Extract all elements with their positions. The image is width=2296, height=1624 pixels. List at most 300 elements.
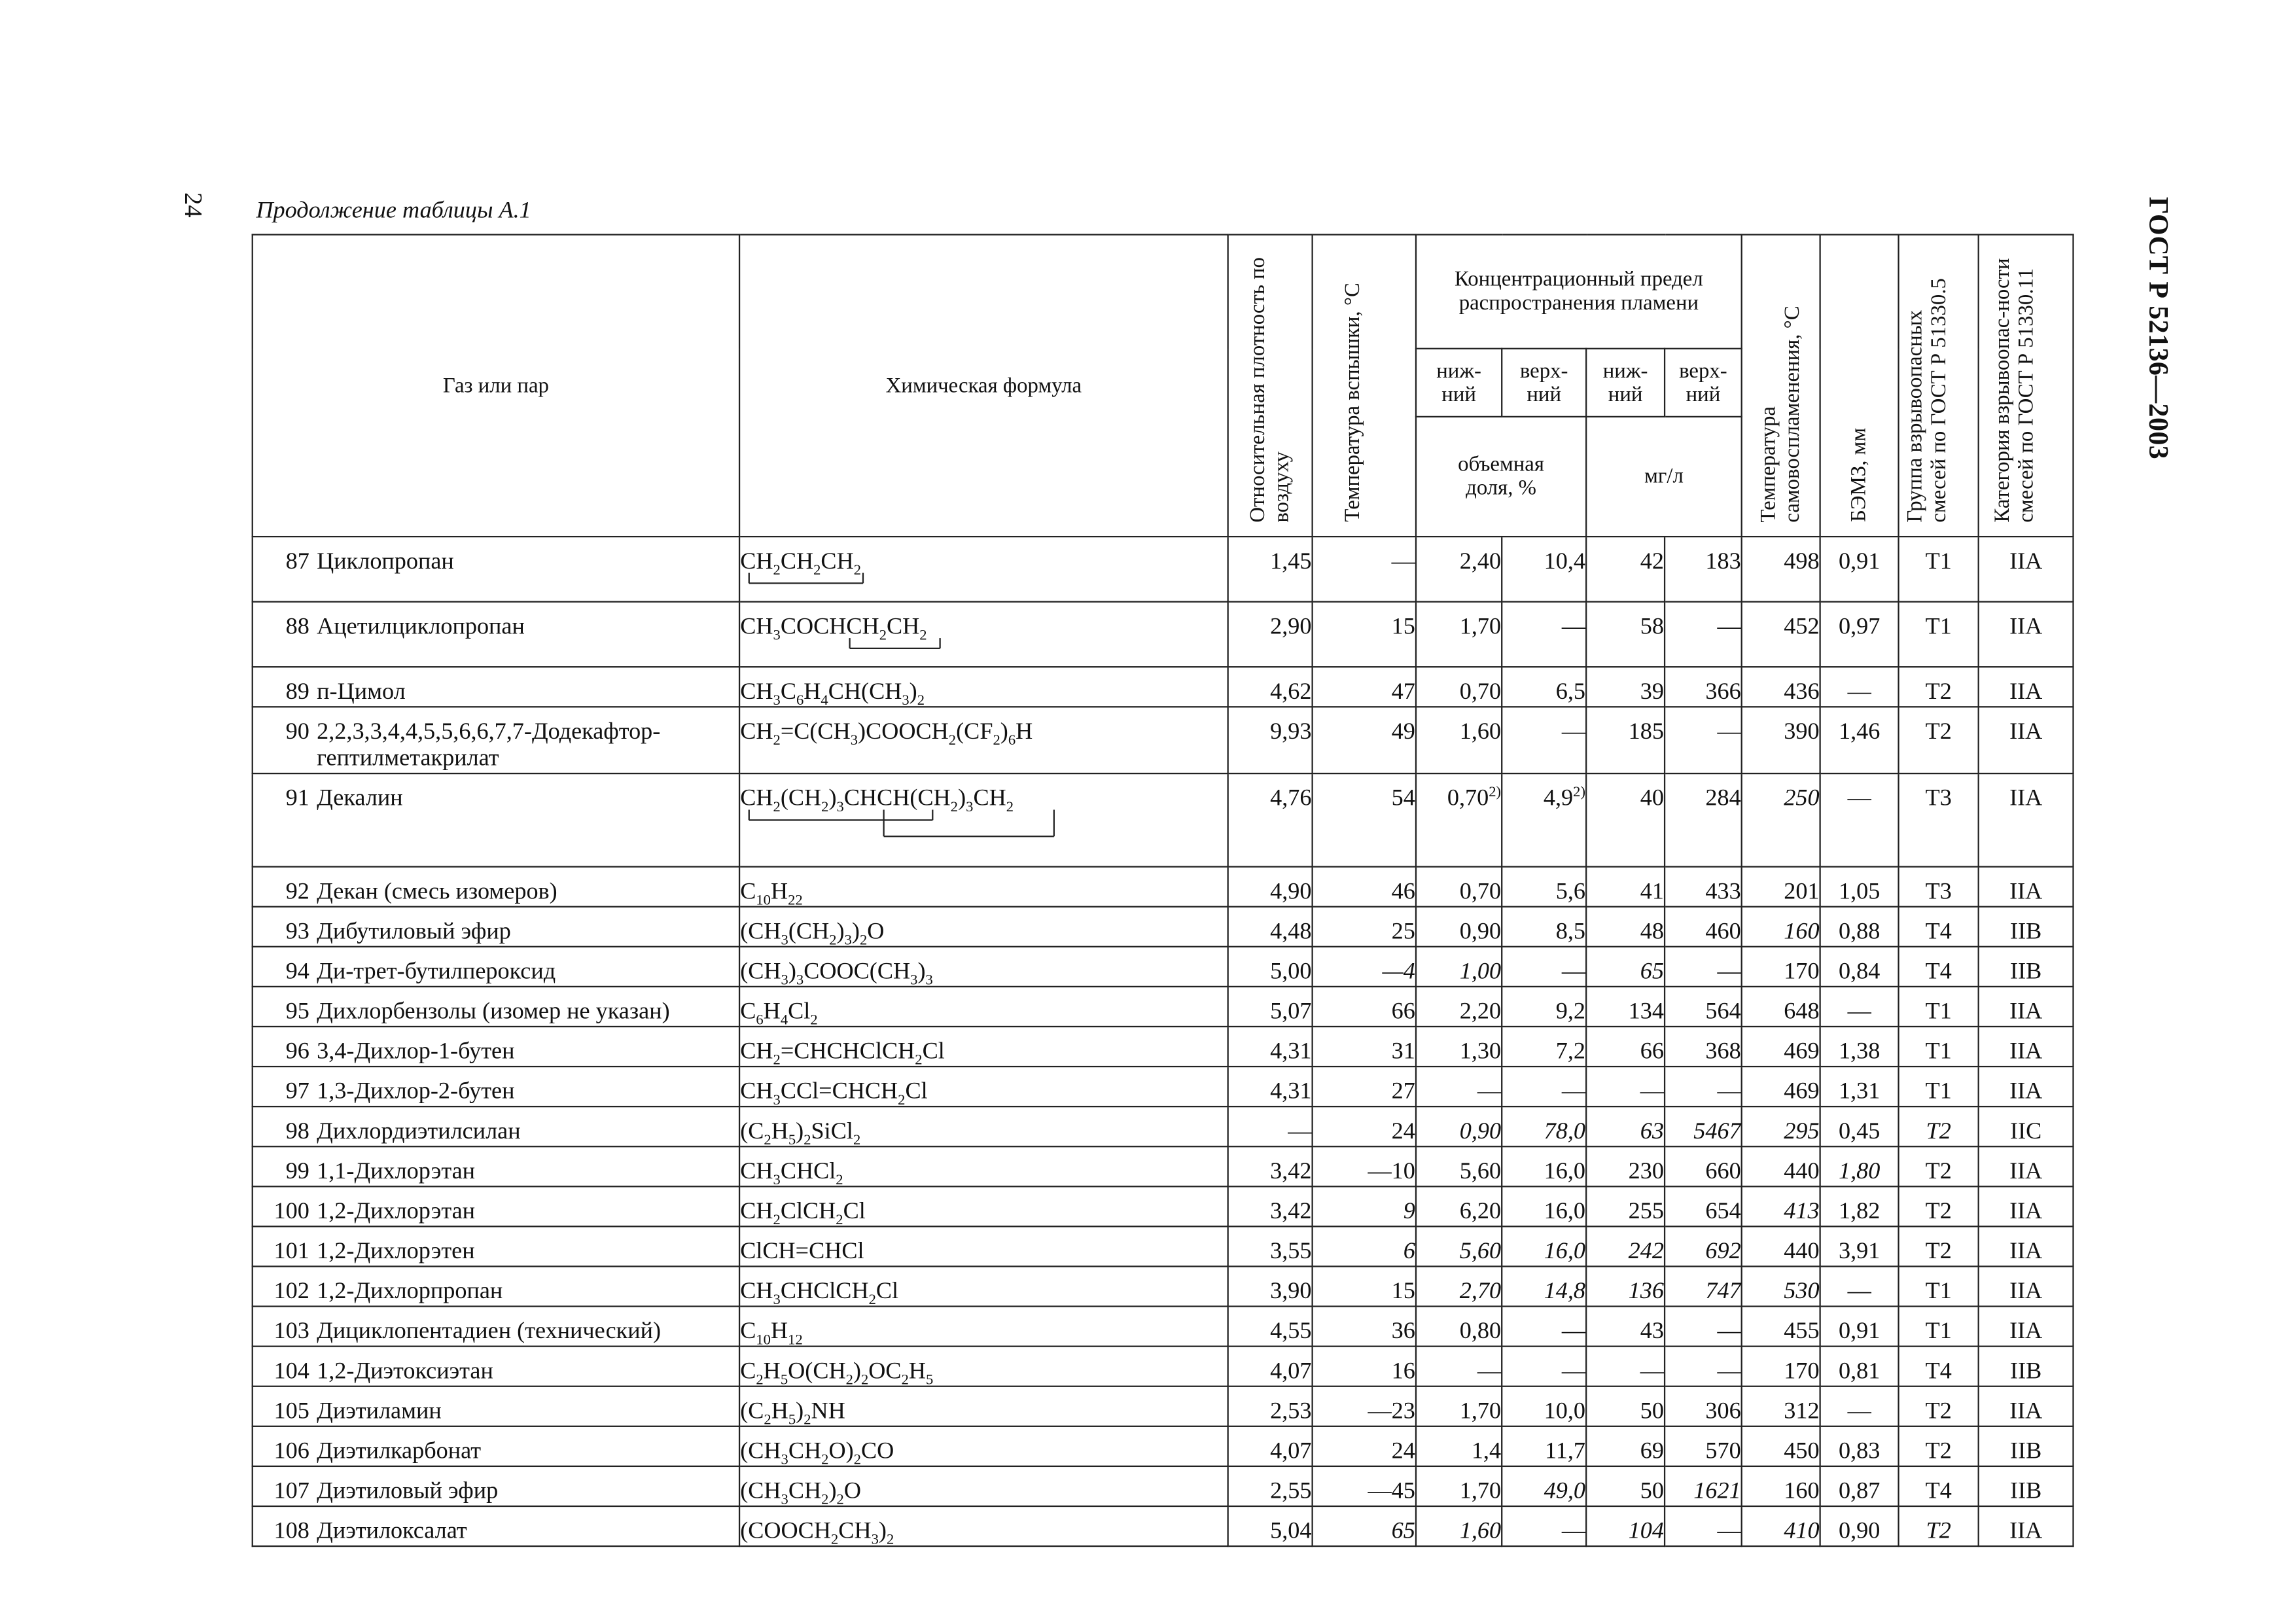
cell-formula <box>739 1307 1228 1347</box>
cell-mu: 747 <box>1665 1266 1742 1306</box>
cell-ml: 50 <box>1586 1386 1665 1426</box>
cell-vu: 16,0 <box>1502 1146 1586 1186</box>
row-number: 98 <box>285 1119 309 1144</box>
cell-vl: 0,90 <box>1416 907 1502 947</box>
row-number: 103 <box>274 1318 309 1345</box>
cell-formula <box>739 1106 1228 1149</box>
table-row <box>253 773 2163 867</box>
cell-autoign: 170 <box>1742 1347 1820 1386</box>
cell-vl: — <box>1416 1347 1502 1386</box>
cell-autoign: 648 <box>1742 987 1820 1027</box>
cell-vl: 1,30 <box>1416 1027 1502 1067</box>
gas-name: 1,2-Дихлорэтан <box>317 1199 476 1225</box>
cell-bemz: 0,45 <box>1820 1106 1899 1146</box>
cell-gas <box>253 1226 739 1266</box>
cell-formula <box>739 1186 1228 1229</box>
cell-flash: 9 <box>1313 1186 1416 1226</box>
header-bemz-label: БЭМЗ, мм <box>1847 427 1871 522</box>
cell-cat: IIA <box>1979 773 2074 867</box>
cell-cat: IIA <box>1979 537 2074 602</box>
cell-autoign: 390 <box>1742 707 1820 773</box>
cell-autoign: 452 <box>1742 602 1820 667</box>
cell-formula <box>739 1426 1228 1469</box>
cell-ml: — <box>1586 1347 1665 1386</box>
cell-mu: 284 <box>1665 773 1742 867</box>
header-lower-vol: ниж-ний <box>1416 349 1502 417</box>
cell-flash: 27 <box>1313 1067 1416 1106</box>
cell-autoign: 498 <box>1742 537 1820 602</box>
row-number: 95 <box>285 999 309 1025</box>
table-row <box>253 1506 2163 1546</box>
cell-formula <box>739 1506 1228 1549</box>
cell-density: 4,31 <box>1228 1027 1313 1067</box>
row-number: 108 <box>274 1519 309 1544</box>
cell-mu: 306 <box>1665 1386 1742 1426</box>
cell-formula <box>739 947 1228 987</box>
cell-density: 4,07 <box>1228 1347 1313 1386</box>
cell-density: 5,04 <box>1228 1506 1313 1546</box>
cell-bemz: 0,91 <box>1820 1307 1899 1347</box>
table-row <box>253 867 2163 907</box>
gas-name: п-Цимол <box>317 679 406 705</box>
cell-formula <box>739 987 1228 1027</box>
chemical-formula: $CH_3C_6H_4CH(CH_3)_2$ <box>740 679 925 709</box>
cell-group: T2 <box>1899 667 1979 707</box>
chemical-formula: $CH_2=CHCHClCH_2Cl$ <box>740 1039 945 1069</box>
chemical-formula: $CH_2(CH_2)_3CHCH(CH_2)_3CH_2$ <box>740 786 1014 816</box>
standard-designation: ГОСТ Р 52136—2003 <box>2142 196 2172 460</box>
gas-name: Декан (смесь изомеров) <box>317 879 557 905</box>
cell-gas <box>253 867 739 907</box>
cell-vl: — <box>1416 1067 1502 1106</box>
cell-vl: 5,60 <box>1416 1226 1502 1266</box>
cell-formula <box>739 602 1228 667</box>
table-row <box>253 947 2163 987</box>
gas-name: Диэтилоксалат <box>317 1519 467 1544</box>
chemical-formula: $(C_2H_5)_2SiCl_2$ <box>740 1119 861 1149</box>
cell-cat: IIA <box>1979 1506 2074 1546</box>
cell-density: 4,31 <box>1228 1067 1313 1106</box>
cell-formula <box>739 1266 1228 1309</box>
cell-group: T3 <box>1899 867 1979 907</box>
gas-name: Дициклопентадиен (технический) <box>317 1318 662 1345</box>
header-flash <box>1313 235 1416 537</box>
table-row <box>253 1067 2163 1106</box>
gas-name: Диэтиловый эфир <box>317 1479 499 1504</box>
cell-vl: 0,80 <box>1416 1307 1502 1347</box>
table-row <box>253 1226 2163 1266</box>
chemical-formula: $(C_2H_5)_2NH$ <box>740 1398 845 1429</box>
chemical-formula: $CH_3COCHCH_2CH_2$ <box>740 614 927 644</box>
cell-mu: — <box>1665 1067 1742 1106</box>
row-number: 88 <box>285 614 309 640</box>
table-row <box>253 1347 2163 1386</box>
chemical-formula: $CH_3CHCl_2$ <box>740 1159 843 1189</box>
chemical-formula: $(CH_3)_3COOC(CH_3)_3$ <box>740 959 933 989</box>
chemical-formula: $C_{10}H_{22}$ <box>740 879 803 909</box>
cell-cat: IIA <box>1979 1226 2074 1266</box>
cell-formula <box>739 1386 1228 1429</box>
gas-name: 1,3-Дихлор-2-бутен <box>317 1079 515 1104</box>
row-number: 91 <box>285 786 309 811</box>
cell-gas <box>253 907 739 947</box>
cell-vu: — <box>1502 602 1586 667</box>
cell-vu: — <box>1502 707 1586 773</box>
cell-gas <box>253 1106 739 1146</box>
cell-flash: —4 <box>1313 947 1416 987</box>
gas-name: Ацетилциклопропан <box>317 614 525 640</box>
gas-name: Ди-трет-бутилпероксид <box>317 959 556 985</box>
cell-vu: 78,0 <box>1502 1106 1586 1146</box>
cell-density: 2,90 <box>1228 602 1313 667</box>
cell-group: T2 <box>1899 1146 1979 1186</box>
cell-vu: 6,5 <box>1502 667 1586 707</box>
cell-density: 2,53 <box>1228 1386 1313 1426</box>
cell-group: T4 <box>1899 947 1979 987</box>
cell-mu: 460 <box>1665 907 1742 947</box>
cell-density: 2,55 <box>1228 1466 1313 1506</box>
cell-ml: 39 <box>1586 667 1665 707</box>
header-density <box>1228 235 1313 537</box>
cell-autoign: 312 <box>1742 1386 1820 1426</box>
cell-density: — <box>1228 1106 1313 1146</box>
cell-mu: 692 <box>1665 1226 1742 1266</box>
cell-mu: — <box>1665 1347 1742 1386</box>
cell-gas <box>253 667 739 707</box>
row-number: 107 <box>274 1479 309 1504</box>
header-mgl: мг/л <box>1586 417 1742 537</box>
cell-flash: 65 <box>1313 1506 1416 1546</box>
gas-name: Диэтилкарбонат <box>317 1439 482 1464</box>
cell-mu: — <box>1665 1506 1742 1546</box>
cell-density: 3,42 <box>1228 1146 1313 1186</box>
cell-flash: — <box>1313 537 1416 602</box>
chemical-formula: $C_6H_4Cl_2$ <box>740 999 818 1029</box>
header-group <box>1899 235 1979 537</box>
chemical-formula: $CH_2CH_2CH_2$ <box>740 549 862 579</box>
table-row <box>253 1266 2163 1306</box>
cell-autoign: 170 <box>1742 947 1820 987</box>
gas-name: Дихлорбензолы (изомер не указан) <box>317 999 670 1025</box>
cell-bemz: 0,83 <box>1820 1426 1899 1466</box>
cell-bemz: 1,38 <box>1820 1027 1899 1067</box>
header-limits: Концентрационный предел распространения пламени <box>1416 235 1742 349</box>
row-number: 97 <box>285 1079 309 1104</box>
cell-vl: 1,60 <box>1416 1506 1502 1546</box>
cell-vl: 2,70 <box>1416 1266 1502 1306</box>
cell-vl: 1,00 <box>1416 947 1502 987</box>
cell-gas <box>253 1307 739 1347</box>
cell-cat: IIB <box>1979 947 2074 987</box>
cell-formula <box>739 1466 1228 1509</box>
cell-flash: —23 <box>1313 1386 1416 1426</box>
cell-mu: — <box>1665 1307 1742 1347</box>
cell-formula <box>739 867 1228 907</box>
cell-ml: 136 <box>1586 1266 1665 1306</box>
cell-autoign: 440 <box>1742 1146 1820 1186</box>
cell-flash: 24 <box>1313 1426 1416 1466</box>
cell-mu: 5467 <box>1665 1106 1742 1146</box>
cell-group: T2 <box>1899 707 1979 773</box>
header-bemz <box>1820 235 1899 537</box>
cell-flash: 54 <box>1313 773 1416 867</box>
page-number: 24 <box>179 192 207 218</box>
cell-flash: 16 <box>1313 1347 1416 1386</box>
cell-autoign: 440 <box>1742 1226 1820 1266</box>
cell-density: 5,00 <box>1228 947 1313 987</box>
gas-name: 1,2-Дихлорэтен <box>317 1239 475 1265</box>
cell-autoign: 530 <box>1742 1266 1820 1306</box>
cell-gas <box>253 1347 739 1386</box>
table-row <box>253 1386 2163 1426</box>
cell-density: 4,90 <box>1228 867 1313 907</box>
chemical-formula: $C_{10}H_{12}$ <box>740 1318 803 1349</box>
header-autoign <box>1742 235 1820 537</box>
table-row <box>253 537 2163 602</box>
cell-density: 3,55 <box>1228 1226 1313 1266</box>
row-number: 93 <box>285 919 309 945</box>
header-upper-mg: верх-ний <box>1665 349 1742 417</box>
cell-gas <box>253 1027 739 1067</box>
cell-group: T1 <box>1899 1307 1979 1347</box>
cell-ml: 42 <box>1586 537 1665 602</box>
cell-ml: 66 <box>1586 1027 1665 1067</box>
chemical-formula: $C_2H_5O(CH_2)_2OC_2H_5$ <box>740 1358 934 1389</box>
header-group-label: Группа взрывоопасных смесей по ГОСТ Р 51330.5 <box>1903 277 1951 522</box>
cell-ml: 242 <box>1586 1226 1665 1266</box>
cell-vu: 9,2 <box>1502 987 1586 1027</box>
cell-group: T4 <box>1899 1347 1979 1386</box>
cell-vu: 8,5 <box>1502 907 1586 947</box>
cell-vl: 1,70 <box>1416 1386 1502 1426</box>
cell-bemz: — <box>1820 987 1899 1027</box>
table-row <box>253 1307 2163 1347</box>
cell-cat: IIA <box>1979 602 2074 667</box>
gas-name: Циклопропан <box>317 549 454 574</box>
cell-ml: 41 <box>1586 867 1665 907</box>
cell-ml: 50 <box>1586 1466 1665 1506</box>
cell-vu: — <box>1502 1506 1586 1546</box>
cell-flash: 49 <box>1313 707 1416 773</box>
cell-bemz: — <box>1820 773 1899 867</box>
table-row <box>253 987 2163 1027</box>
table-caption: Продолжение таблицы А.1 <box>256 198 531 224</box>
cell-cat: IIA <box>1979 1266 2074 1306</box>
header-formula: Химическая формула <box>739 235 1228 537</box>
cell-density: 3,90 <box>1228 1266 1313 1306</box>
header-lower-mg: ниж-ний <box>1586 349 1665 417</box>
cell-autoign: 436 <box>1742 667 1820 707</box>
row-number: 100 <box>274 1199 309 1225</box>
cell-density: 1,45 <box>1228 537 1313 602</box>
cell-autoign: 455 <box>1742 1307 1820 1347</box>
chemical-formula: $(CH_3(CH_2)_3)_2O$ <box>740 919 885 949</box>
cell-density: 4,55 <box>1228 1307 1313 1347</box>
cell-cat: IIC <box>1979 1106 2074 1146</box>
cell-vu: 14,8 <box>1502 1266 1586 1306</box>
cell-group: T3 <box>1899 773 1979 867</box>
cell-ml: 40 <box>1586 773 1665 867</box>
cell-gas <box>253 1186 739 1226</box>
cell-vl: 0,70 <box>1416 867 1502 907</box>
cell-group: T4 <box>1899 1466 1979 1506</box>
cell-bemz: 1,46 <box>1820 707 1899 773</box>
header-density-label: Относительная плотность по воздуху <box>1246 256 1294 522</box>
cell-gas <box>253 537 739 602</box>
cell-ml: 65 <box>1586 947 1665 987</box>
cell-vl: 0,70 <box>1416 667 1502 707</box>
cell-autoign: 469 <box>1742 1027 1820 1067</box>
cell-ml: 63 <box>1586 1106 1665 1146</box>
cell-vu: — <box>1502 1067 1586 1106</box>
cell-bemz: 1,80 <box>1820 1146 1899 1186</box>
header-autoign-label: Температура самовоспламенения, °С <box>1757 305 1805 522</box>
cell-group: T1 <box>1899 1067 1979 1106</box>
cell-vl: 0,90 <box>1416 1106 1502 1146</box>
chemical-formula: $CH_3CCl=CHCH_2Cl$ <box>740 1079 928 1109</box>
cell-gas <box>253 987 739 1027</box>
cell-cat: IIA <box>1979 1186 2074 1226</box>
cell-density: 4,62 <box>1228 667 1313 707</box>
cell-formula <box>739 1146 1228 1189</box>
chemical-formula: $(COOCH_2CH_3)_2$ <box>740 1519 894 1549</box>
cell-group: T2 <box>1899 1106 1979 1146</box>
row-number: 101 <box>274 1239 309 1265</box>
cell-bemz: 0,87 <box>1820 1466 1899 1506</box>
row-number: 92 <box>285 879 309 905</box>
cell-flash: —10 <box>1313 1146 1416 1186</box>
cell-cat: IIA <box>1979 1146 2074 1186</box>
cell-gas <box>253 1426 739 1466</box>
cell-autoign: 160 <box>1742 907 1820 947</box>
cell-bemz: — <box>1820 1266 1899 1306</box>
cell-flash: 25 <box>1313 907 1416 947</box>
cell-gas <box>253 1266 739 1306</box>
cell-gas <box>253 602 739 667</box>
cell-vu: 10,0 <box>1502 1386 1586 1426</box>
cell-cat: IIA <box>1979 1067 2074 1106</box>
data-table <box>252 234 2163 1547</box>
cell-mu: 564 <box>1665 987 1742 1027</box>
cell-vu: 7,2 <box>1502 1027 1586 1067</box>
gas-name: 1,2-Дихлорпропан <box>317 1279 503 1305</box>
cell-flash: —45 <box>1313 1466 1416 1506</box>
cell-cat: IIA <box>1979 707 2074 773</box>
cell-group: T1 <box>1899 537 1979 602</box>
cell-formula <box>739 1226 1228 1266</box>
cell-density: 5,07 <box>1228 987 1313 1027</box>
cell-cat: IIA <box>1979 987 2074 1027</box>
table-row <box>253 907 2163 947</box>
chemical-formula: $(CH_3CH_2O)_2CO$ <box>740 1439 894 1469</box>
cell-autoign: 413 <box>1742 1186 1820 1226</box>
cell-gas <box>253 773 739 867</box>
cell-gas <box>253 1386 739 1426</box>
cell-autoign: 469 <box>1742 1067 1820 1106</box>
cell-group: T1 <box>1899 1027 1979 1067</box>
cell-formula <box>739 907 1228 947</box>
table-row <box>253 707 2163 773</box>
chemical-formula: $(CH_3CH_2)_2O$ <box>740 1479 862 1509</box>
cell-autoign: 295 <box>1742 1106 1820 1146</box>
cell-bemz: 0,90 <box>1820 1506 1899 1546</box>
row-number: 94 <box>285 959 309 985</box>
cell-ml: — <box>1586 1067 1665 1106</box>
header-gas: Газ или пар <box>253 235 739 537</box>
cell-gas <box>253 1146 739 1186</box>
cell-bemz: 0,81 <box>1820 1347 1899 1386</box>
cell-density: 9,93 <box>1228 707 1313 773</box>
row-number: 87 <box>285 549 309 574</box>
cell-flash: 31 <box>1313 1027 1416 1067</box>
row-number: 102 <box>274 1279 309 1305</box>
cell-vu: — <box>1502 947 1586 987</box>
cell-flash: 15 <box>1313 1266 1416 1306</box>
gas-name: 3,4-Дихлор-1-бутен <box>317 1039 515 1065</box>
cell-autoign: 410 <box>1742 1506 1820 1546</box>
cell-formula <box>739 1347 1228 1389</box>
cell-ml: 48 <box>1586 907 1665 947</box>
row-number: 106 <box>274 1439 309 1464</box>
cell-group: T2 <box>1899 1386 1979 1426</box>
cell-vl: 1,4 <box>1416 1426 1502 1466</box>
row-number: 90 <box>285 719 309 745</box>
cell-flash: 66 <box>1313 987 1416 1027</box>
cell-bemz: 1,82 <box>1820 1186 1899 1226</box>
cell-cat: IIB <box>1979 1347 2074 1386</box>
cell-gas <box>253 1466 739 1506</box>
chemical-formula: $CH_2=C(CH_3)COOCH_2(CF_2)_6H$ <box>740 719 1033 749</box>
cell-autoign: 160 <box>1742 1466 1820 1506</box>
cell-mu: 1621 <box>1665 1466 1742 1506</box>
cell-mu: — <box>1665 707 1742 773</box>
table-row <box>253 667 2163 707</box>
cell-autoign: 250 <box>1742 773 1820 867</box>
cell-group: T1 <box>1899 1266 1979 1306</box>
cell-vu: 5,6 <box>1502 867 1586 907</box>
table-body <box>253 537 2163 1549</box>
cell-gas <box>253 1067 739 1106</box>
cell-vl: 2,40 <box>1416 537 1502 602</box>
table-row <box>253 1466 2163 1506</box>
row-number: 99 <box>285 1159 309 1184</box>
header-category <box>1979 235 2074 537</box>
cell-vu: 16,0 <box>1502 1226 1586 1266</box>
table-row <box>253 1106 2163 1146</box>
cell-bemz: 0,88 <box>1820 907 1899 947</box>
cell-ml: 58 <box>1586 602 1665 667</box>
cell-vl: 0,70$^{2)}$ <box>1416 773 1502 867</box>
row-number: 105 <box>274 1398 309 1424</box>
cell-ml: 255 <box>1586 1186 1665 1226</box>
cell-vl: 1,70 <box>1416 1466 1502 1506</box>
gas-name: Диэтиламин <box>317 1398 442 1424</box>
cell-bemz: — <box>1820 1386 1899 1426</box>
cell-vl: 2,20 <box>1416 987 1502 1027</box>
table-row <box>253 1426 2163 1466</box>
cell-cat: IIB <box>1979 1426 2074 1466</box>
cell-cat: IIA <box>1979 667 2074 707</box>
cell-flash: 47 <box>1313 667 1416 707</box>
header-volume: объемная доля, % <box>1416 417 1586 537</box>
header-category-label: Категория взрывоопас-ности смесей по ГОСТ Р 51330.11 <box>1990 257 2038 522</box>
cell-mu: 570 <box>1665 1426 1742 1466</box>
cell-cat: IIA <box>1979 1307 2074 1347</box>
cell-mu: — <box>1665 947 1742 987</box>
cell-vl: 1,70 <box>1416 602 1502 667</box>
cell-vu: — <box>1502 1347 1586 1386</box>
table-row <box>253 1186 2163 1226</box>
